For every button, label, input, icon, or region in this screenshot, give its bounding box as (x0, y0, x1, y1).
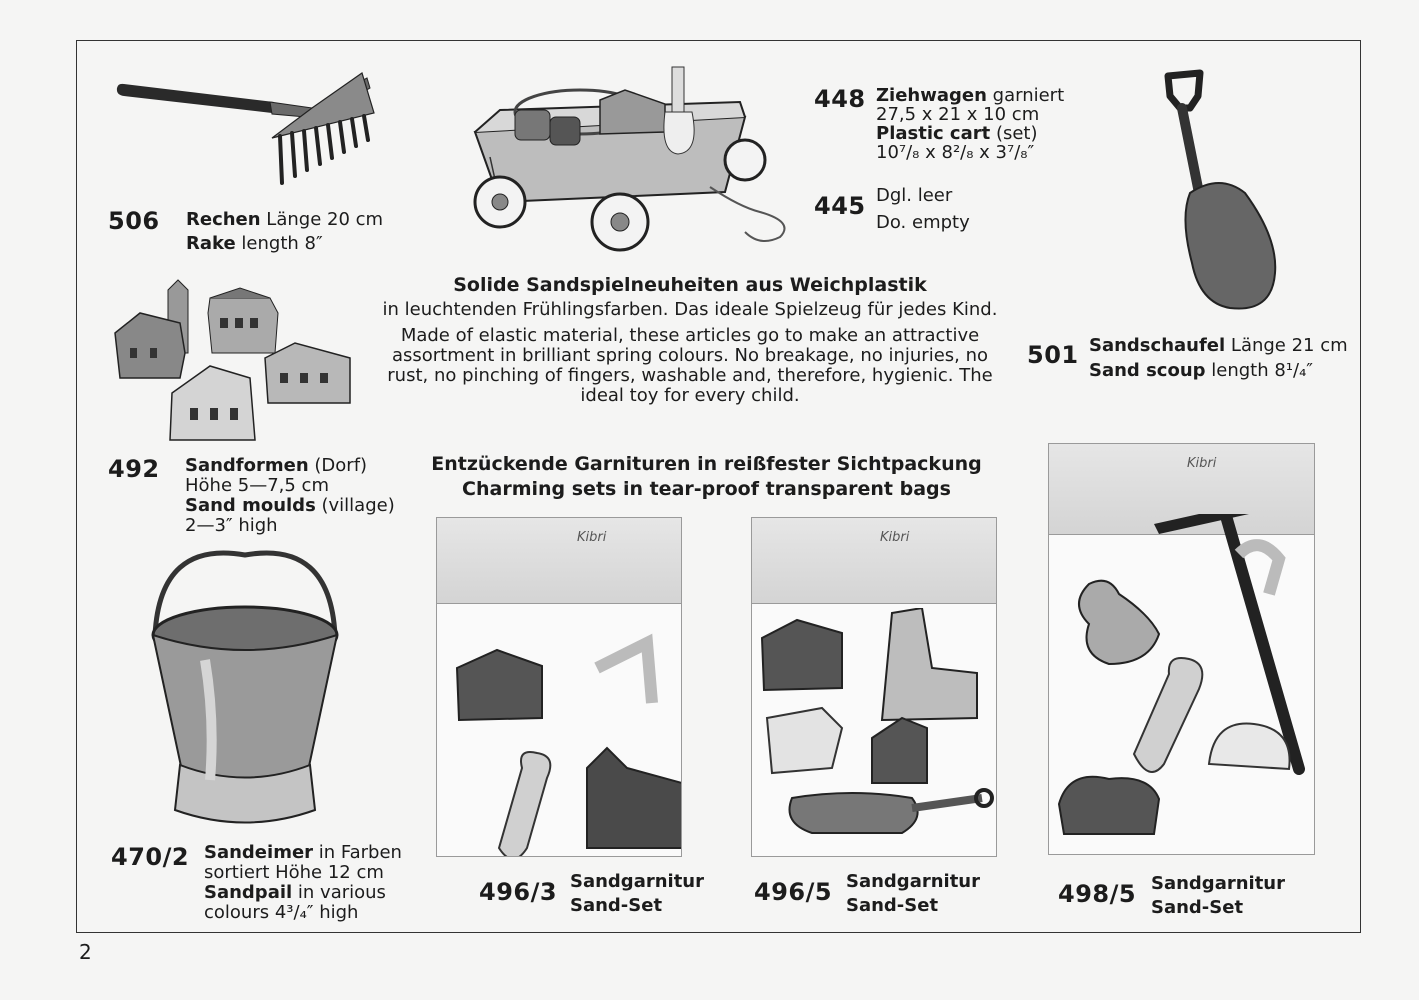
sets-headline-de: Entzückende Garnituren in reißfester Sichtpackung (431, 453, 982, 475)
sand-moulds-image (110, 278, 360, 443)
set-498-5-image (1048, 443, 1315, 855)
sets-headline-en: Charming sets in tear-proof transparent bags (462, 478, 951, 500)
set-496-3-image (436, 517, 682, 857)
item-498-5-number: 498/5 (1058, 880, 1137, 908)
item-470-2-desc: Sandeimer in Farben sortiert Höhe 12 cm Sandpail in various colours 4³/₄″ high (204, 842, 402, 923)
item-501-desc: Sandschaufel Länge 21 cm Sand scoup length 8¹/₄″ (1089, 335, 1348, 381)
item-496-5-number: 496/5 (754, 878, 833, 906)
package-header (437, 518, 681, 604)
shovel-image (1160, 68, 1285, 318)
package-header (752, 518, 996, 604)
item-496-3-number: 496/3 (479, 878, 558, 906)
set-496-5-image (751, 517, 997, 857)
item-445-number: 445 (814, 192, 866, 220)
body-english: Made of elastic material, these articles go to make an attractive assortment in brilliant spring colours. No breakage, no injuries, no rust, no pinching of fingers, washable and, therefore, hygienic. The ideal toy for every child. (387, 325, 993, 406)
item-492-number: 492 (108, 455, 160, 483)
item-506-desc: Rechen Länge 20 cm Rake length 8″ (186, 209, 384, 254)
headline-weichplastik: Solide Sandspielneuheiten aus Weichplastik (453, 274, 927, 296)
item-492-desc: Sandformen (Dorf) Höhe 5—7,5 cm Sand moulds (village) 2—3″ high (185, 455, 395, 536)
item-496-5-desc: Sandgarnitur Sand-Set (846, 871, 980, 916)
sets-headline (400, 452, 1013, 502)
item-498-5-desc: Sandgarnitur Sand-Set (1151, 873, 1285, 918)
rake-image (112, 68, 377, 193)
item-448-number: 448 (814, 85, 866, 113)
page-number: 2 (79, 940, 92, 964)
bucket-image (145, 550, 345, 830)
brand-logo: Kibri (577, 530, 607, 545)
item-496-3-desc: Sandgarnitur Sand-Set (570, 871, 704, 916)
item-448-desc: Ziehwagen garniert 27,5 x 21 x 10 cm Plastic cart (set) 10⁷/₈ x 8²/₈ x 3⁷/₈″ (876, 85, 1065, 163)
item-501-number: 501 (1027, 341, 1079, 369)
body-german: in leuchtenden Frühlingsfarben. Das ideale Spielzeug für jedes Kind. (382, 299, 998, 320)
brand-logo: Kibri (880, 530, 910, 545)
item-470-2-number: 470/2 (111, 843, 190, 871)
cart-image (460, 62, 800, 252)
item-445-desc: Dgl. leer Do. empty (876, 185, 970, 233)
intro-block (380, 274, 1000, 406)
brand-logo: Kibri (1187, 456, 1217, 471)
item-506-number: 506 (108, 207, 160, 235)
